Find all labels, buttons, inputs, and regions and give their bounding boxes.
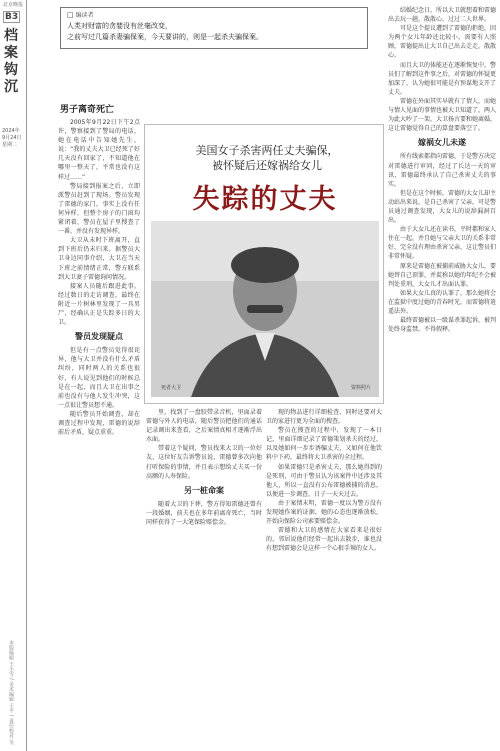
paragraph: 大卫从未时下班离开，直到下班后仍未归来。据警员大卫身边同事介绍，大卫在当天下班之前情绪正常，警方联系到大卫妻子雷德询问情况。 [58,237,140,281]
column-name: 档案钩沉 [4,28,18,95]
paragraph: 随着大卫的下葬，警方得知雷德还曾有一段婚姻，前夫也在多年前离奇死亡，当时同样获得了一大笔保险赔偿金。 [146,500,262,527]
issue-date [2,128,26,149]
date-weekday: 星期二 [2,142,18,148]
editor-note-box [60,7,368,49]
photo-caption-left: 死者大卫 [161,385,182,391]
article-column-2 [146,408,262,748]
subhead-another-case: 另一桩命案 [184,484,224,495]
paragraph: 如果雷德只是杀害丈夫，那么她得到的是死刑，可由于警员认为该案件中还涉及其他人，所以一直没有公布雷德被捕的消息，以便进一步调查，日子一天天过去。 [266,463,382,498]
paragraph: 由于大女儿还在读书，平时都和家人住在一起，并且她与父亲大卫的关系非常好，完全没有理由杀害父亲，这让警员们非常怀疑。 [388,226,496,261]
victim-photo [151,221,379,397]
feature-title-line-1: 美国女子杀害两任丈夫骗保， [195,144,339,157]
paragraph: 警局接到报案之后，立即派警员赶到了现场。警员发现了雷德的家门，事实上没有任何异样，但整个房子的门窗均紧闭着，警员在屋子里搜查了一番，并没有发现异样。 [58,182,140,236]
paragraph: 可是这个提议遭到了雷德的拒绝，因为两个女儿年龄还比较小，需要有人照顾，雷德提出让大卫自己出去走走，散散心。 [388,25,496,60]
paragraph: 但是在这个时候，雷德的大女儿却主动站出来说，是自己杀害了父亲，可是警员通过调查发现，大女儿的说辞漏洞百出。 [388,189,496,225]
left-rail [0,0,26,751]
paragraph: 现的物品进行详细检查，同时还要对大卫的家进行更为全面的搜查。 [266,409,382,426]
page-number: B3 [5,12,19,22]
editor-note-label: 编读者 [75,12,94,19]
feature-block [144,124,384,404]
photo-caption-right: 资料照片 [350,385,371,391]
article-column-3 [266,408,382,748]
paragraph: 如果大女儿真的认罪了，那么她将会在监狱中度过她的青春时光，而雷德将逍遥法外。 [388,289,496,315]
paragraph: 最终雷德被以一级谋杀罪起诉，被判处终身监禁，不得假释。 [388,317,496,334]
editor-note-line-1: 人类对财富的贪婪没有丝毫改变， [67,22,172,30]
feature-title-line-2: 被怀疑后还嫁祸给女儿 [212,159,322,172]
paragraph: 所有线索都指向雷德，于是警方决定对雷德进行审问，经过了长达一天的审讯，雷德最终承认了自己杀害丈夫的事实。 [388,153,496,188]
subhead-frame-daughter: 嫁祸女儿未遂 [418,137,466,148]
paragraph: 结婚纪念日，所以大卫就想着和雷德出去玩一趟，散散心，过过二人世界。 [388,7,496,24]
article-column-4 [388,6,496,748]
paragraph: 里，找到了一盘胶带录音机，里面录着雷德与外人的电话，随后警员把他们的通话记录调出来查看，之后案情真相才逐渐浮出水面。 [146,409,262,444]
paragraph: 而且大卫的体能还在逐渐恢复中，警员们了解到这件事之后，对雷德的怀疑更加深了，认为她很可能是有预谋地支开了丈夫。 [388,61,496,96]
portrait-illustration [151,221,379,397]
rail-divider [26,0,27,751]
paragraph: 2005年9月22日下午2点许，警察接到了警局的电话，她在电话中告知她先生，说：“我的丈夫大卫已经死了好几天没有回家了，不知道他在哪里一整天了，平常也没有这样过……” [58,119,140,181]
paragraph: 雷德在外面其实早就有了情人，而她与情人见面的事情也被大卫知道了，两人为此大吵了一架，大卫扬言要和她离婚，这让雷德觉得自己的算盘要落空了。 [388,97,496,133]
paragraph: 随后警员开始调查，却在调查过程中发现，雷德的说辞前后矛盾，疑点重重。 [58,410,140,437]
date-year: 2024年 [2,128,20,134]
paragraph: 接案人员随后跟进此事，经过数日的走访调查，最终在附近一片树林里发现了一具男尸，经确认正是失踪多日的大卫。 [58,282,140,327]
article-column-1 [58,118,140,748]
date-day: 9月24日 [2,135,22,141]
paragraph: 雷德和大卫的感情在大家看来是很好的，邻居说他们经常一起出去散步，谁也没有想到雷德会是这样一个心狠手辣的女人。 [266,527,382,553]
quote-square-icon: □ [67,11,74,19]
feature-big-title: 失踪的丈夫 [192,184,338,215]
paragraph: 带着这个疑问，警员找来大卫的一位好友，这位好友告诉警员说，雷德曾多次向他打听保险的事情，并且表示想给丈夫买一份高额的人寿保险。 [146,445,262,480]
feature-title [169,143,365,173]
paragraph: 警员在搜查的过程中，发现了一本日记，里面详细记录了雷德策划杀夫的经过，以及她如何一步步诱骗丈夫，又如何在他饮料中下药，最终将大卫杀害的全过程。 [266,427,382,462]
paper-name: 北京晚报 [3,2,24,8]
section-headline: 男子离奇死亡 [60,105,115,115]
editor-note-line-2: 之前写过几篇杀妻骗保案，今天要讲的，则是一起杀夫骗保案。 [67,33,263,41]
subhead-suspicion: 警员发现疑点 [75,331,123,342]
paragraph: 由于案情未明，雷德一度以为警方没有发现她作案的证据，她的心态也逐渐放松，开始向保险公司索要赔偿金。 [266,499,382,526]
editor-credit: 本版编辑 王小雪 / 美术编辑 王平 / 责任校对 吴 [8,640,14,745]
paragraph: 但是有一点警员觉得很诧异，他与大卫并没有什么矛盾纠纷，同时两人的关系也很好，有人说见到他们的时候总是在一起，而且大卫在出事之前也没有与他人发生冲突，这一点很让警员想不通。 [58,347,140,409]
paragraph: 原来是雷德在被捕前威胁大女儿，要她替自己顶罪，并谎称以她的年纪不会被判处重刑，大女儿才出面认罪。 [388,262,496,288]
